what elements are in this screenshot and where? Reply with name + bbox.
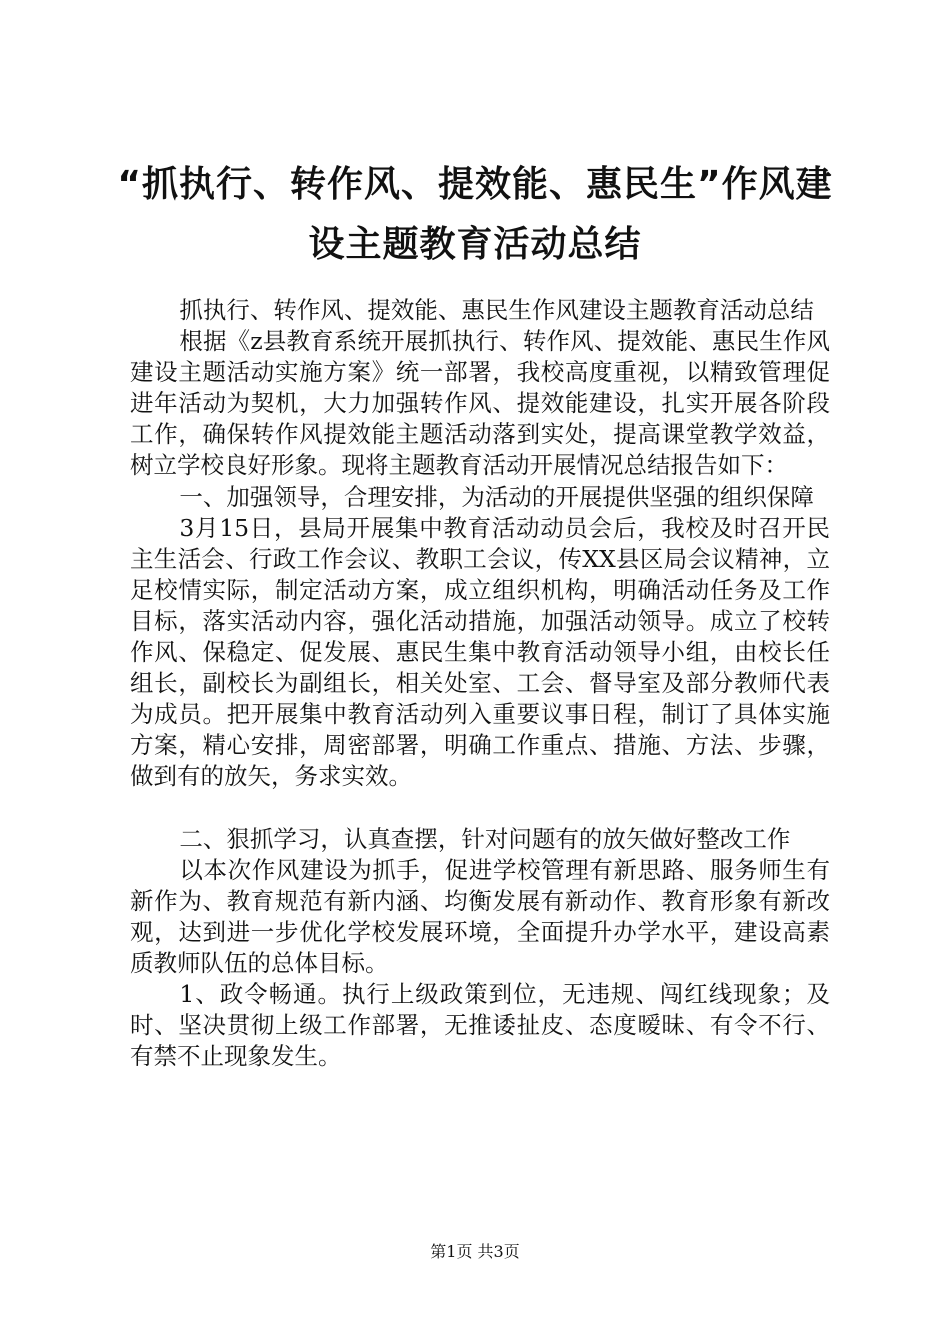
document-title-line-1: “抓执行、转作风、提效能、惠民生”作风建: [117, 164, 833, 205]
section-heading-1: 一、加强领导，合理安排，为活动的开展提供坚强的组织保障: [179, 482, 814, 511]
paragraph-gap: [130, 793, 830, 824]
paragraph-item-1: 1、政令畅通。执行上级政策到位，无违规、闯红线现象；及时、坚决贯彻上级工作部署，无推诿扯皮、态度暧昧、有令不行、有禁不止现象发生。: [130, 979, 830, 1071]
document-body: [130, 295, 830, 1072]
page-number-footer: 第1页 共3页: [430, 1242, 520, 1261]
paragraph-section-2: 以本次作风建设为抓手，促进学校管理有新思路、服务师生有新作为、教育规范有新内涵、均衡发展有新动作、教育形象有新改观，达到进一步优化学校发展环境，全面提升办学水平，建设高素质教师队伍的总体目标。: [130, 855, 830, 977]
paragraph-intro: 根据《z县教育系统开展抓执行、转作风、提效能、惠民生作风建设主题活动实施方案》统一部署，我校高度重视，以精致管理促进年活动为契机，大力加强转作风、提效能建设，扎实开展各阶段工作，确保转作风提效能主题活动落到实处，提高课堂教学效益，树立学校良好形象。现将主题教育活动开展情况总结报告如下：: [130, 327, 830, 480]
section-heading-2: 二、狠抓学习，认真查摆，针对问题有的放矢做好整改工作: [179, 824, 791, 853]
paragraph-subtitle: 抓执行、转作风、提效能、惠民生作风建设主题教育活动总结: [179, 296, 814, 324]
document-title-line-2: 设主题教育活动总结: [308, 224, 642, 265]
paragraph-section-1: 3月15日，县局开展集中教育活动动员会后，我校及时召开民主生活会、行政工作会议、教职工会议，传XX县区局会议精神，立足校情实际，制定活动方案，成立组织机构，明确活动任务及工作目标，落实活动内容，强化活动措施，加强活动领导。成立了校转作风、保稳定、促发展、惠民生集中教育活动领导小组，由校长任组长，副校长为副组长，相关处室、工会、督导室及部分教师代表为成员。把开展集中教育活动列入重要议事日程，制订了具体实施方案，精心安排，周密部署，明确工作重点、措施、方法、步骤，做到有的放矢，务求实效。: [130, 513, 830, 791]
